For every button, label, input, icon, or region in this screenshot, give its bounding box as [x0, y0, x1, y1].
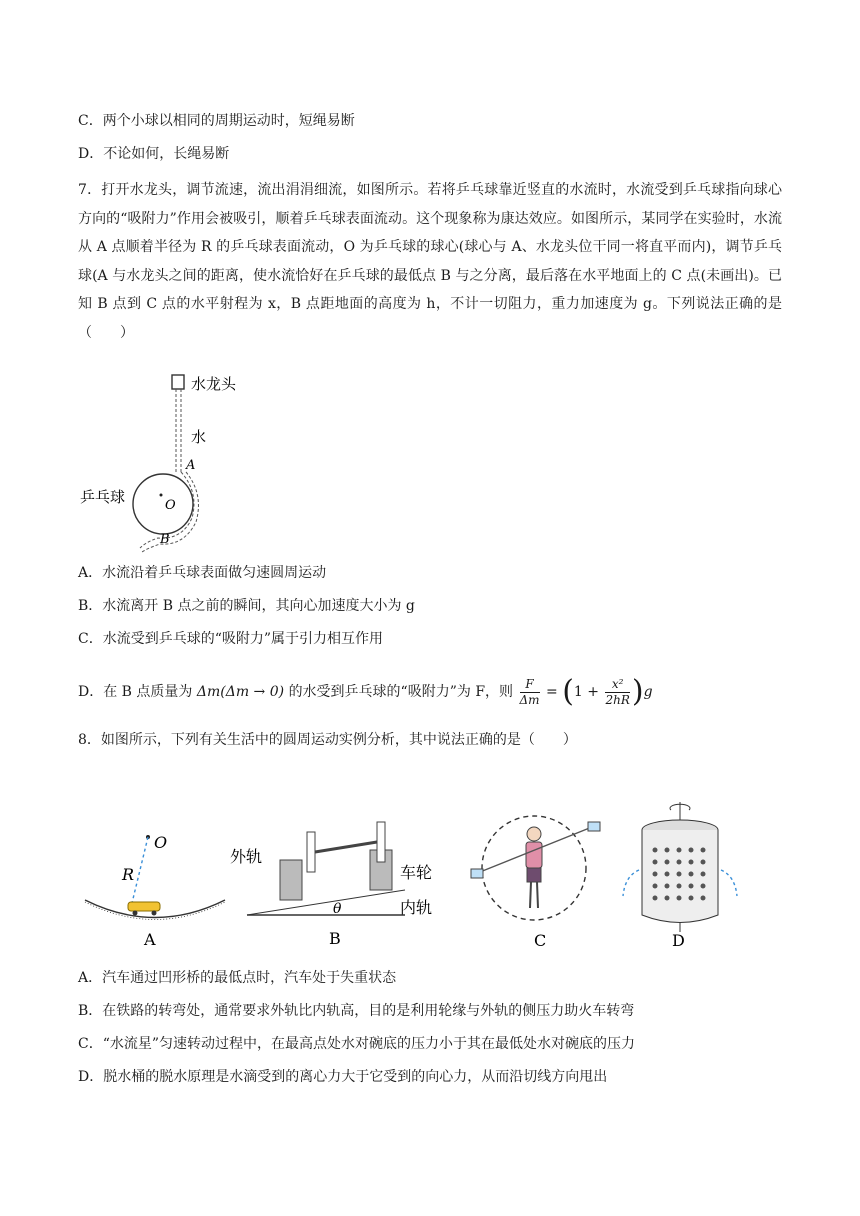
outer-rail-label: 外轨 — [230, 847, 263, 866]
cup-icon — [588, 822, 600, 831]
fraction2-denominator: 2hR — [605, 692, 630, 707]
girl-skirt — [527, 868, 541, 882]
ball-label: 乒乓球 — [80, 488, 126, 506]
one-plus: 1 + — [573, 684, 599, 700]
q8-option-a: A．汽车通过凹形桥的最低点时，汽车处于失重状态 — [78, 970, 397, 986]
fig-d-label: D — [672, 931, 685, 950]
incline-line — [247, 890, 405, 915]
q8-figure-a — [80, 825, 240, 950]
girl-leg-right — [537, 882, 538, 908]
q7-option-b: B．水流离开 B 点之前的瞬间，其向心加速度大小为 g — [78, 598, 415, 614]
paren-close: ) — [631, 674, 644, 709]
q7-stem: 7．打开水龙头，调节流速，流出涓涓细流，如图所示。若将乒乓球靠近竖直的水流时，水流受到乒乓球指向球心方向的“吸附力”作用会被吸引，顺着乒乓球表面流动。这个现象称为康达效应。如图所示，某同学在实验时，水流从 A 点顺着半径为 R 的乒乓球表面流动，O 为乒乓球的球心(球心与 A、水龙头位干同一将直平而内)，调节乒乓球(A 与水龙头之间的距离，使水流恰好在乒乓球的最低点 B 与之分离，最后落在水平地面上的 C 点(未画出)。已知 B 点到 C 点的水平射程为 x，B 点距地面的高度为 h，不计一切阻力，重力加速度为 g。下列说法正确的是（ ） — [78, 182, 782, 341]
angle-label: θ — [333, 901, 342, 917]
equals-sign: = — [546, 684, 558, 700]
center-dot — [160, 494, 163, 497]
fig-b-label: B — [329, 929, 341, 948]
fraction-f-over-dm — [520, 677, 540, 708]
inner-rail-label: 内轨 — [400, 898, 433, 917]
cup-icon — [471, 869, 483, 878]
fig-c-label: C — [534, 931, 547, 950]
q7-option-d-middle: 的水受到乒乓球的“吸附力”为 F，则 — [288, 684, 514, 700]
axle — [315, 842, 377, 852]
center-label: O — [165, 498, 176, 513]
q7-option-a: A．水流沿着乒乓球表面做匀速圆周运动 — [78, 565, 327, 581]
fraction-denominator: Δm — [519, 692, 540, 707]
outer-wheel-block — [280, 860, 302, 900]
girl-leg-left — [530, 882, 531, 908]
girl-body — [526, 842, 542, 868]
point-b-label: B — [160, 532, 170, 547]
q8-option-c: C．“水流星”匀速转动过程中，在最高点处水对碗底的压力小于其在最低处水对碗底的压力 — [78, 1036, 636, 1052]
q8-figure-d — [615, 800, 745, 950]
q8-stem: 8．如图所示，下列有关生活中的圆周运动实例分析，其中说法正确的是（ ） — [78, 732, 577, 748]
q8-option-b: B．在铁路的转弯处，通常要求外轨比内轨高，目的是利用轮缘与外轨的侧压力助火车转弯 — [78, 1003, 635, 1019]
car-wheel-front — [133, 911, 138, 916]
q8-figure-c — [460, 812, 610, 950]
gravity-symbol: g — [643, 684, 653, 700]
q8-option-d: D．脱水桶的脱水原理是水滴受到的离心力大于它受到的向心力，从而沿切线方向甩出 — [78, 1069, 608, 1085]
paren-open: ( — [562, 674, 574, 709]
fig-a-center-label: O — [154, 833, 168, 852]
right-wheel — [377, 822, 385, 862]
q7-figure — [78, 372, 237, 552]
water-spray-left — [623, 870, 639, 896]
car-wheel-rear — [152, 911, 157, 916]
left-wheel — [307, 832, 315, 872]
q6-option-c: C．两个小球以相同的周期运动时，短绳易断 — [78, 113, 355, 129]
fraction-numerator: F — [520, 677, 540, 693]
q7-option-c: C．水流受到乒乓球的“吸附力”属于引力相互作用 — [78, 631, 384, 647]
q8-figure-b — [225, 820, 455, 950]
fraction-x2-over-2hr — [605, 677, 629, 708]
wheel-label: 车轮 — [400, 863, 433, 882]
fraction2-numerator: x² — [605, 677, 629, 693]
q6-option-d: D．不论如何，长绳易断 — [78, 146, 230, 162]
faucet-label: 水龙头 — [191, 375, 237, 393]
fig-a-radius-label: R — [122, 865, 135, 884]
q7-option-d — [78, 672, 653, 712]
radius-line — [132, 837, 148, 903]
faucet-icon — [172, 375, 184, 389]
q7-option-d-mass: Δm(Δm → 0) — [196, 684, 285, 700]
fig-a-label: A — [144, 930, 156, 949]
ping-pong-ball — [133, 474, 193, 534]
q7-option-d-prefix: D．在 B 点质量为 — [78, 684, 193, 700]
girl-head — [527, 827, 541, 841]
point-a-label: A — [186, 458, 196, 473]
water-label: 水 — [191, 428, 207, 446]
water-spray-right — [721, 870, 737, 896]
car-icon — [128, 902, 160, 911]
